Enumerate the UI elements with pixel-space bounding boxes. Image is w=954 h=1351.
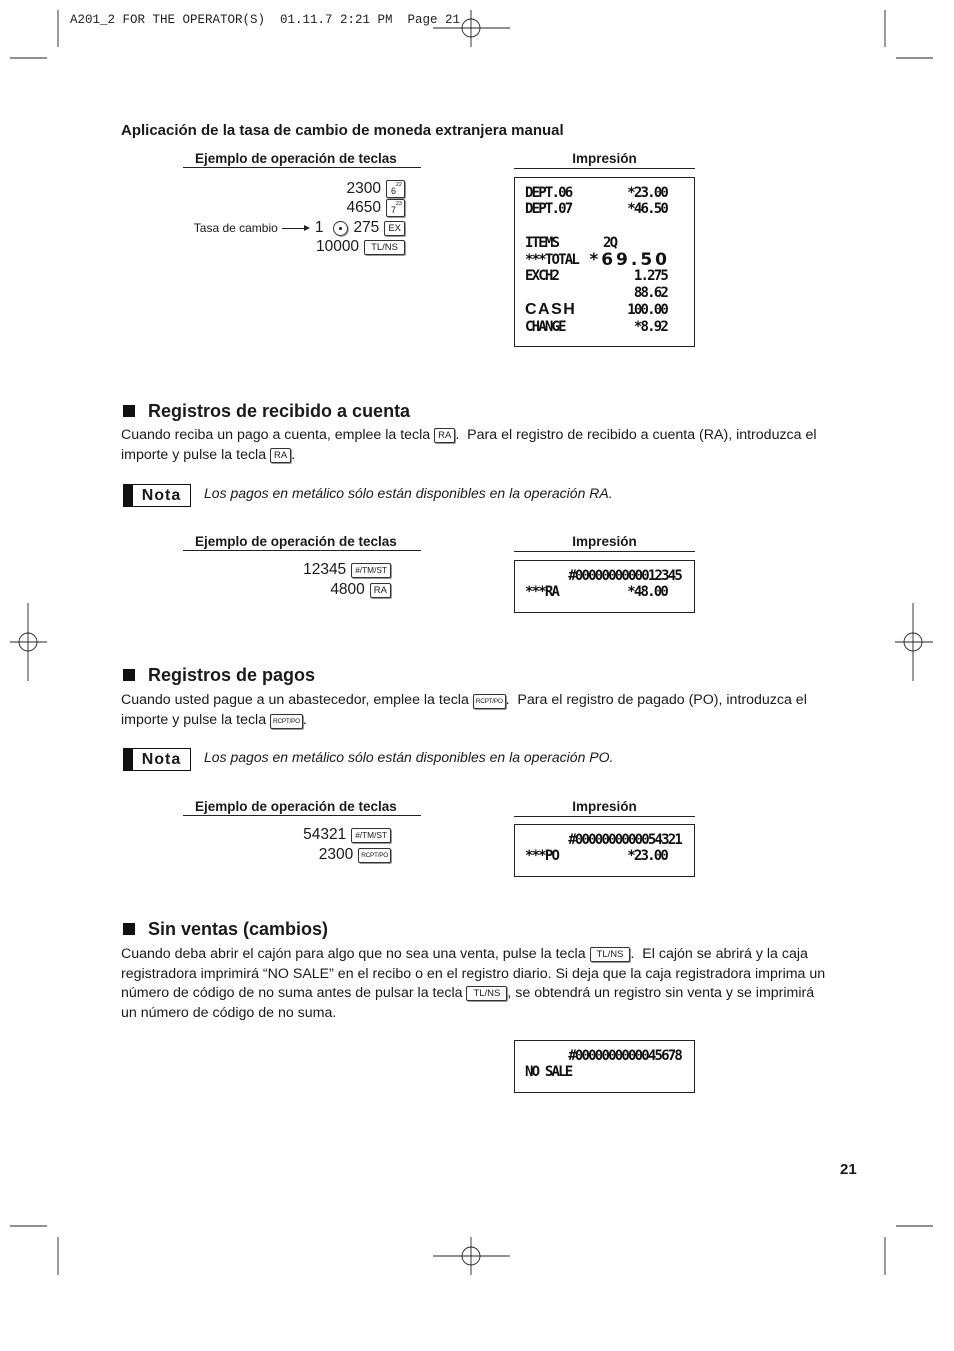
key-example-header [183,798,421,816]
receipt-blank-line [515,218,694,235]
print-label: Impresión [572,534,637,549]
receipt-line [515,319,694,336]
entry-value: 2300 [346,180,381,197]
text: . Para el registro de pagado (PO), introduzca el [505,692,807,708]
square-bullet-icon [123,405,135,417]
receipt-line [515,584,694,601]
receipt-line [515,832,694,849]
receipt-line [515,285,694,302]
key-entry [347,199,405,217]
receipt-left: ***TOTAL [525,251,579,268]
key-example-label: Ejemplo de operación de teclas [195,534,397,549]
text: . Para el registro de recibido a cuenta (RA), introduzca el [455,427,817,443]
page-number: 21 [840,1161,857,1178]
receipt-number: #0000000000012345 [568,567,681,584]
entry-value: 10000 [315,238,360,255]
key-entry [330,581,391,599]
paragraph-po [121,691,807,730]
decimal-point-key-icon [333,221,348,236]
receipt-left: ***PO [525,848,559,865]
key-entry [316,238,405,256]
receipt-line [515,848,694,865]
section-heading-po [123,665,315,685]
section-heading-ra [123,401,410,421]
note-label [123,748,191,771]
note-text: Los pagos en metálico sólo están disponibles en la operación RA. [204,485,613,501]
registration-mark-right [895,603,933,681]
receipt-exchange [514,177,695,347]
receipt-line [515,185,694,202]
receipt-left: DEPT.07 [525,201,572,218]
receipt-po [514,824,695,877]
section-title: Sin ventas (cambios) [148,919,329,939]
text: , se obtendrá un registro sin venta y se imprimirá [507,985,815,1001]
receipt-line [515,568,694,585]
registration-mark-left [10,603,47,681]
entry-value: 12345 [303,561,347,578]
print-label: Impresión [572,151,637,166]
note-bar [124,485,133,506]
text-line [121,965,825,985]
receipt-line [515,302,694,319]
entry-value: 1 [314,219,324,236]
tm-st-key: #/TM/ST [351,563,391,578]
crop-mark-top-right [885,10,933,58]
key-entry [347,180,405,198]
note-label-text: Nota [141,751,182,768]
exchange-rate-label: Tasa de cambio [193,221,278,235]
department-key [386,199,405,217]
key-example-header [183,150,421,168]
square-bullet-icon [123,923,135,935]
exchange-title: Aplicación de la tasa de cambio de moneda extranjera manual [121,122,564,139]
crop-mark-bottom-left [10,1226,58,1275]
tl-ns-key: TL/NS [590,947,631,962]
receipt-total: *69.50 [589,249,670,270]
entry-value: 54321 [303,826,347,843]
arrow-right-icon [282,228,308,229]
text: Cuando deba abrir el cajón para algo que no sea una venta, pulse la tecla [121,946,590,962]
receipt-left: ***RA [525,584,559,601]
receipt-right: *23.00 [627,184,667,201]
text-line [121,945,825,965]
text: importe y pulse la tecla [121,446,271,463]
print-header [514,798,695,817]
receipt-cash: CASH [525,300,577,318]
tm-st-key: #/TM/ST [351,828,391,843]
key-label: 6 [391,186,397,196]
registration-mark-bottom [433,1237,510,1275]
text: Cuando reciba un pago a cuenta, emplee la tecla [121,427,435,443]
text: un número de código de no suma. [121,1004,337,1021]
paragraph-ra [121,426,817,465]
text: importe y pulse la tecla [121,711,271,728]
tl-ns-key: TL/NS [466,986,507,1001]
receipt-ra [514,560,695,613]
section-heading-no-sale [123,919,328,939]
key-sup: 23 [395,201,402,207]
rcpt-po-key: RCPT/PO [358,848,391,863]
key-entry [303,561,391,579]
text-line [121,1004,825,1024]
receipt-left: DEPT.06 [525,184,572,201]
entry-value: 2300 [318,846,354,863]
entry-value: 4800 [330,581,365,598]
note-label [123,484,191,507]
paragraph-no-sale [121,945,825,1023]
key-label: 7 [391,205,397,215]
key-sup: 22 [395,182,402,188]
receipt-line [515,1048,694,1065]
receipt-right: *46.50 [627,201,667,218]
note-bar [124,749,133,770]
text: . [291,446,296,463]
crop-mark-top-left [10,10,58,58]
receipt-no-sale [514,1040,695,1093]
note-label-text: Nota [141,487,182,504]
text-line [121,446,817,466]
section-title: Registros de pagos [148,665,316,685]
crop-mark-bottom-right [885,1226,933,1275]
key-entry-exchange-rate [194,219,405,237]
ra-key: RA [434,428,455,443]
section-title: Registros de recibido a cuenta [148,401,411,421]
entry-value: 275 [353,219,380,236]
text: . [302,711,307,728]
key-example-header [183,533,421,551]
receipt-number: #0000000000054321 [568,831,681,848]
receipt-left: EXCH2 [525,268,559,285]
receipt-right: *23.00 [627,848,667,865]
receipt-left: NO SALE [525,1064,572,1081]
print-label: Impresión [572,799,637,814]
receipt-left: CHANGE [525,318,565,335]
receipt-right: *48.00 [627,584,667,601]
key-example-label: Ejemplo de operación de teclas [195,799,397,814]
text: registradora imprimirá “NO SALE” en el recibo o en el registro diario. Si deja que la caja registradora imprima un [121,965,826,982]
ra-key: RA [370,583,391,598]
receipt-right: 88.62 [633,285,667,302]
ra-key: RA [270,448,291,463]
receipt-line [515,268,694,285]
key-example-label: Ejemplo de operación de teclas [195,151,397,166]
receipt-mid: 2Q [603,234,617,251]
receipt-right: 100.00 [627,301,667,318]
print-slug: A201_2 FOR THE OPERATOR(S) 01.11.7 2:21 PM Page 21 [70,13,461,27]
note-text: Los pagos en metálico sólo están disponibles en la operación PO. [204,749,614,765]
text: Cuando usted pague a un abastecedor, emplee la tecla [121,692,473,708]
department-key [386,180,405,198]
tl-ns-key: TL/NS [364,240,405,255]
entry-value: 4650 [346,199,381,216]
receipt-right: 1.275 [633,268,667,285]
rcpt-po-key: RCPT/PO [270,714,303,729]
key-entry [303,826,391,844]
rcpt-po-key: RCPT/PO [473,694,506,709]
receipt-left: ITEMS [525,234,559,251]
print-header [514,150,695,169]
receipt-line [515,201,694,218]
receipt-number: #0000000000045678 [568,1047,681,1064]
text-line [121,691,807,711]
key-entry [319,846,391,864]
print-header [514,533,695,552]
receipt-right: *8.92 [633,318,667,335]
text-line [121,984,825,1004]
text: número de código de no suma antes de pulsar la tecla [121,985,467,1001]
text: . El cajón se abrirá y la caja [630,946,808,962]
text-line [121,426,817,446]
receipt-line [515,1064,694,1081]
square-bullet-icon [123,669,135,681]
receipt-line [515,249,694,270]
text-line [121,711,807,731]
ex-key: EX [384,221,405,236]
